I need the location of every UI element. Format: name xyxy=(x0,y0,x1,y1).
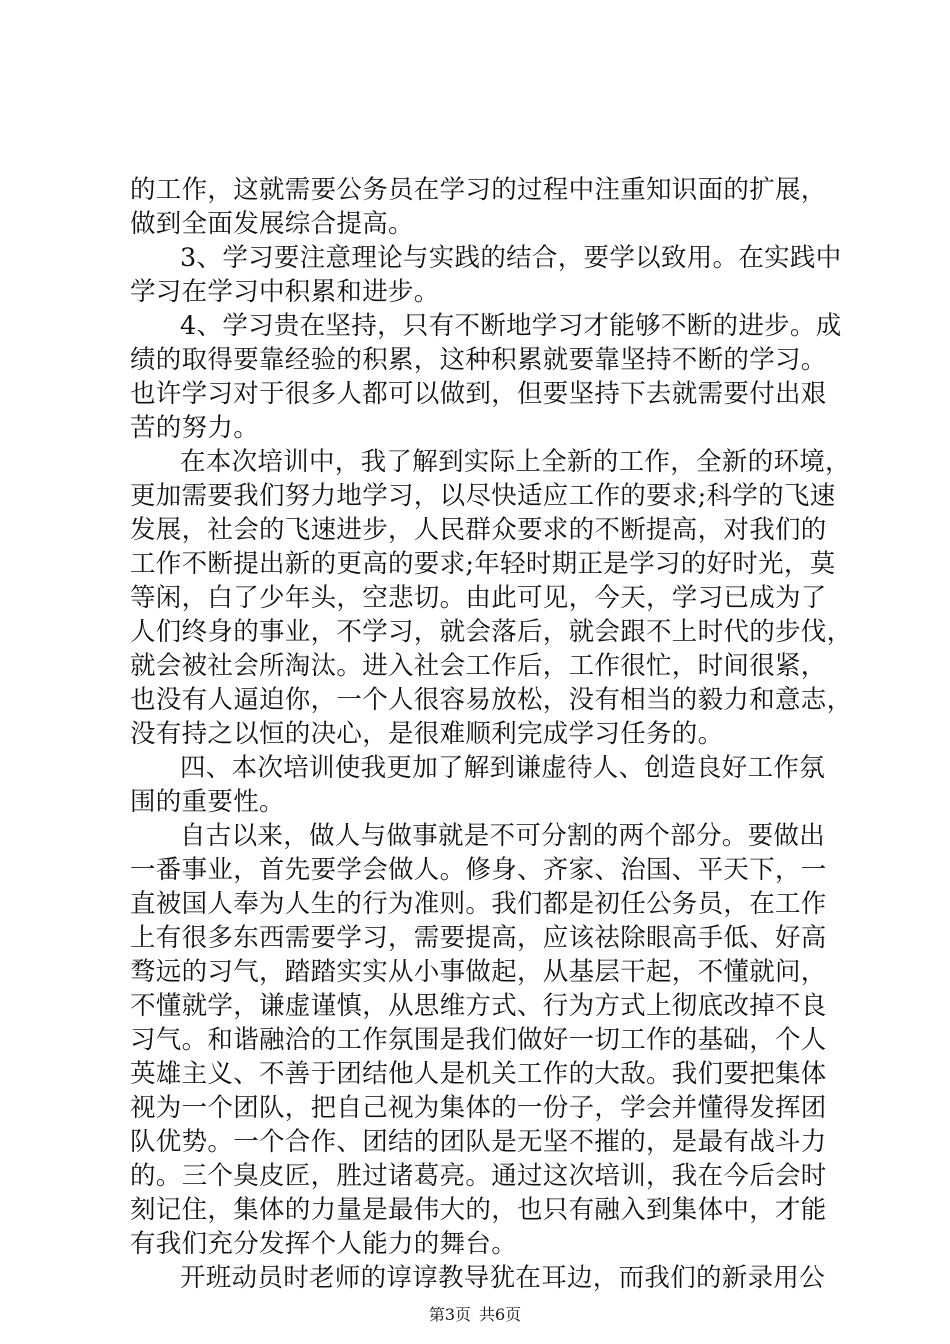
text-line: 刻记住，集体的力量是最伟大的，也只有融入到集体中，才能 xyxy=(130,1195,827,1225)
page-number: 第3页 xyxy=(428,1305,471,1324)
text-line: 学习在学习中积累和进步。 xyxy=(130,277,440,307)
text-line: 开班动员时老师的谆谆教导犹在耳边，而我们的新录用公 xyxy=(180,1263,826,1293)
page-total: 共6页 xyxy=(479,1305,522,1324)
text-line: 一番事业，首先要学会做人。修身、齐家、治国、平天下，一 xyxy=(130,855,827,885)
text-line: 习气。和谐融洽的工作氛围是我们做好一切工作的基础，个人 xyxy=(130,1025,827,1055)
text-line: 直被国人奉为人生的行为准则。我们都是初任公务员，在工作 xyxy=(130,889,827,919)
text-line: 不懂就学，谦虚谨慎，从思维方式、行为方式上彻底改掉不良 xyxy=(130,991,827,1021)
text-line: 的。三个臭皮匠，胜过诸葛亮。通过这次培训，我在今后会时 xyxy=(130,1161,827,1191)
text-line: 英雄主义、不善于团结他人是机关工作的大敌。我们要把集体 xyxy=(130,1059,827,1089)
text-line: 等闲，白了少年头，空悲切。由此可见，今天，学习已成为了 xyxy=(130,583,827,613)
text-line: 上有很多东西需要学习，需要提高，应该祛除眼高手低、好高 xyxy=(130,923,827,953)
section-heading-line: 围的重要性。 xyxy=(130,787,285,817)
text-line: 更加需要我们努力地学习，以尽快适应工作的要求;科学的飞速 xyxy=(130,481,836,511)
text-line: 做到全面发展综合提高。 xyxy=(130,209,414,239)
text-line: 骛远的习气，踏踏实实从小事做起，从基层干起，不懂就问， xyxy=(130,957,827,987)
text-line: 也没有人逼迫你，一个人很容易放松，没有相当的毅力和意志， xyxy=(130,685,853,715)
text-line: 发展，社会的飞速进步，人民群众要求的不断提高，对我们的 xyxy=(130,515,827,545)
text-line: 在本次培训中，我了解到实际上全新的工作，全新的环境， xyxy=(180,447,851,477)
text-line: 没有持之以恒的决心，是很难顺利完成学习任务的。 xyxy=(130,719,724,749)
text-line: 队优势。一个合作、团结的团队是无坚不摧的，是最有战斗力 xyxy=(130,1127,827,1157)
text-line: 自古以来，做人与做事就是不可分割的两个部分。要做出 xyxy=(180,821,826,851)
text-line: 绩的取得要靠经验的积累，这种积累就要靠坚持不断的学习。 xyxy=(130,345,827,375)
text-line: 人们终身的事业，不学习，就会落后，就会跟不上时代的步伐， xyxy=(130,617,853,647)
text-line: 工作不断提出新的更高的要求;年轻时期正是学习的好时光，莫 xyxy=(130,549,836,579)
text-line: 4、学习贵在坚持，只有不断地学习才能够不断的进步。成 xyxy=(180,311,842,341)
text-line: 的工作，这就需要公务员在学习的过程中注重知识面的扩展， xyxy=(130,175,827,205)
text-line: 视为一个团队，把自己视为集体的一份子，学会并懂得发挥团 xyxy=(130,1093,827,1123)
text-line: 3、学习要注意理论与实践的结合，要学以致用。在实践中 xyxy=(180,243,842,273)
text-line: 有我们充分发挥个人能力的舞台。 xyxy=(130,1229,518,1259)
text-line: 也许学习对于很多人都可以做到，但要坚持下去就需要付出艰 xyxy=(130,379,827,409)
text-line: 苦的努力。 xyxy=(130,413,260,443)
section-heading-line: 四、本次培训使我更加了解到谦虚待人、创造良好工作氛 xyxy=(180,753,826,783)
page-footer xyxy=(0,1304,950,1326)
text-line: 就会被社会所淘汰。进入社会工作后，工作很忙，时间很紧， xyxy=(130,651,827,681)
